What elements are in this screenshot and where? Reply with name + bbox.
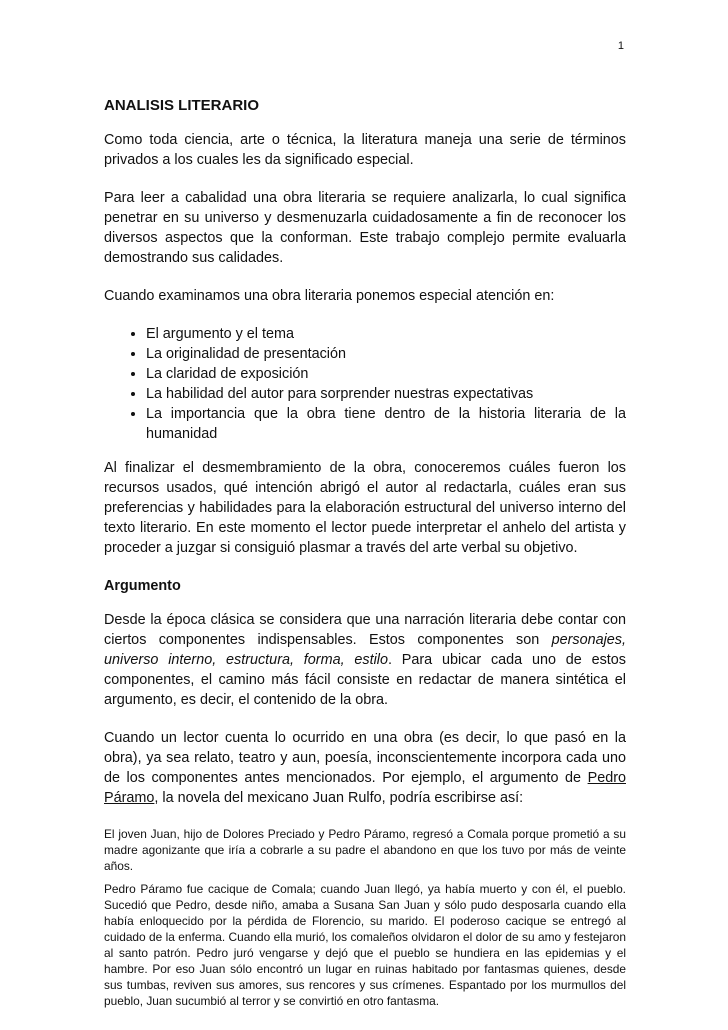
list-item: • La originalidad de presentación [146, 344, 626, 364]
page-number: 1 [617, 40, 624, 52]
argumento-p2-text-end: , la novela del mexicano Juan Rulfo, podría escribirse así: [154, 790, 524, 806]
intro-paragraph-1: Como toda ciencia, arte o técnica, la literatura maneja una serie de términos privados a los cuales les da significado especial. [104, 132, 626, 168]
after-list-paragraph: Al finalizar el desmembramiento de la obra, conoceremos cuáles fueron los recursos usados, qué intención abrigó el autor al redactarla, cuáles eran sus preferencias y habilidades para la elaboración estructural del universo interno del texto literario. En este momento el lector puede interpretar el anhelo del artista y proceder a juzgar si consiguió plasmar a través del arte verbal su objetivo. [104, 460, 626, 556]
argumento-p1-text-end: . Para ubicar cada uno de estos componentes, el camino más fácil consiste en redactar de manera sintética el argumento, es decir, el contenido de la obra. [104, 652, 626, 708]
document-body [104, 96, 626, 1016]
document-title: ANALISIS LITERARIO [104, 97, 260, 114]
argumento-p1-text: Desde la época clásica se considera que una narración literaria debe contar con ciertos componentes indispensables. Estos componentes son [104, 612, 626, 648]
components-italic: personajes, universo interno, estructura, forma, estilo [104, 632, 626, 668]
example-paragraph-1: El joven Juan, hijo de Dolores Preciado y Pedro Páramo, regresó a Comala porque prometió a su madre agonizante que iría a cobrarle a su padre el abandono en que los tuvo por más de veinte años. [104, 827, 626, 873]
list-item: • La importancia que la obra tiene dentro de la historia literaria de la humanidad [146, 404, 626, 444]
intro-paragraph-2: Para leer a cabalidad una obra literaria se requiere analizarla, lo cual significa penetrar en su universo y desmenuzarla cuidadosamente a fin de reconocer los diversos aspectos que la conforman. Este trabajo complejo permite evaluarla demostrando sus calidades. [104, 190, 626, 266]
novel-title-underlined: Pedro Páramo [104, 770, 626, 806]
list-item: • La habilidad del autor para sorprender nuestras expectativas [146, 384, 626, 404]
list-item: • El argumento y el tema [146, 324, 626, 344]
example-paragraph-2: Pedro Páramo fue cacique de Comala; cuando Juan llegó, ya había muerto y con él, el pueblo. Sucedió que Pedro, desde niño, amaba a Susana San Juan y sólo pudo desposarla cuando ella había enloquecido por la pérdida de Florencio, su marido. El poderoso cacique se entregó al cuidado de la enferma. Cuando ella murió, los comaleños olvidaron el dolor de su amo y festejaron al santo patrón. Pedro juró vengarse y dejó que el pueblo se hundiera en las epidemias y el hambre. Por eso Juan sólo encontró un lugar en ruinas habitado por fantasmas quienes, desde sus tumbas, reviven sus amores, sus rencores y sus crímenes. Espantado por los murmullos del pueblo, Juan sucumbió al terror y se convirtió en otro fantasma. [104, 882, 626, 1008]
list-item: • La claridad de exposición [146, 364, 626, 384]
section-heading-argumento: Argumento [104, 578, 181, 594]
aspects-list [104, 324, 626, 444]
intro-paragraph-3: Cuando examinamos una obra literaria ponemos especial atención en: [104, 288, 555, 304]
argumento-paragraph-2 [104, 728, 626, 808]
argumento-p2-text: Cuando un lector cuenta lo ocurrido en una obra (es decir, lo que pasó en la obra), ya sea relato, teatro y aun, poesía, inconscientemente incorpora cada uno de los componentes antes mencionados. Por ejemplo, el argumento de [104, 730, 626, 786]
argumento-paragraph-1 [104, 610, 626, 710]
